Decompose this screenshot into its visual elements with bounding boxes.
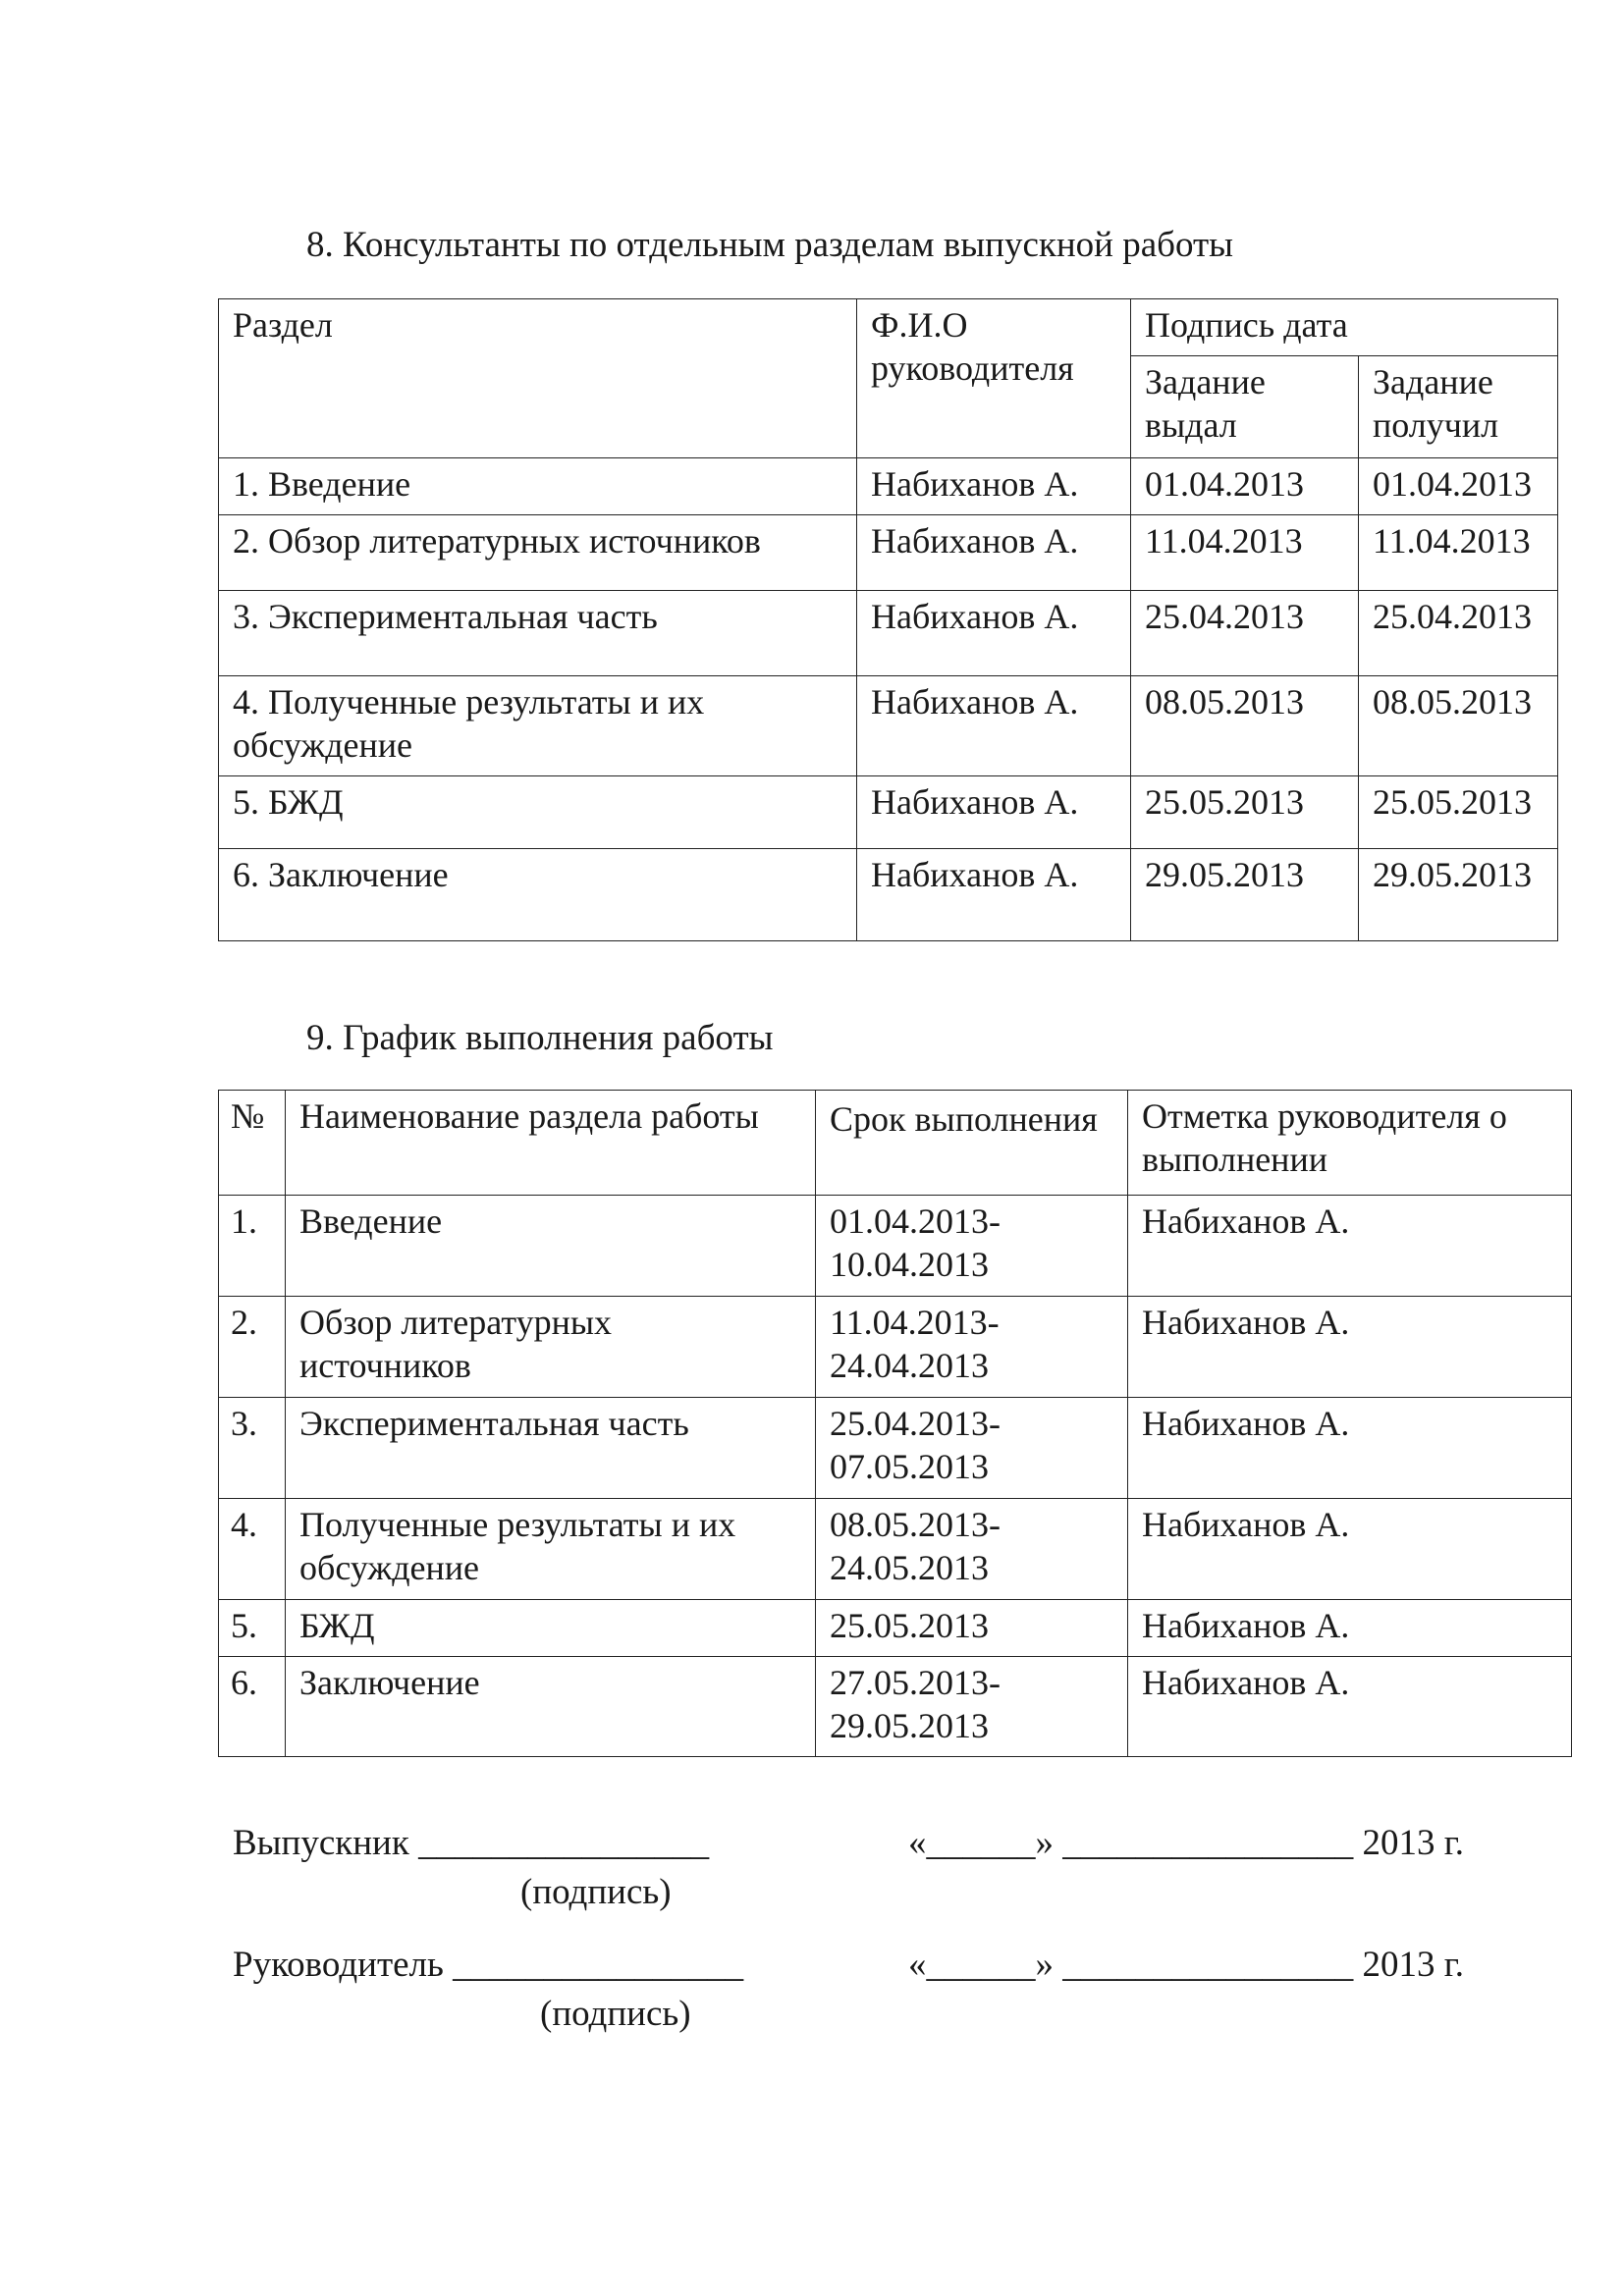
header-num: №: [219, 1091, 286, 1196]
supervisor-signature-caption: (подпись): [540, 1994, 691, 2034]
row-fio: Набиханов А.: [857, 849, 1131, 941]
row-fio: Набиханов А.: [857, 515, 1131, 591]
table-row: [219, 591, 1558, 676]
row-otmetka: Набиханов А.: [1128, 1196, 1572, 1297]
header-otmetka: Отметка руководителя о выполнении: [1128, 1091, 1572, 1196]
supervisor-date-line: «______» ________________ 2013 г.: [908, 1945, 1465, 1985]
header-razdel: Раздел: [219, 299, 857, 458]
row-name: Обзор литературных источников: [286, 1297, 816, 1398]
row-poluchil: 08.05.2013: [1359, 676, 1558, 776]
supervisor-signature-line: Руководитель ________________: [233, 1945, 744, 1985]
row-vydal: 01.04.2013: [1131, 458, 1359, 515]
row-razdel: 3. Экспериментальная часть: [219, 591, 857, 676]
table-row: [219, 1196, 1572, 1297]
table-row: [219, 1398, 1572, 1499]
table-row: [219, 849, 1558, 941]
table-row: [219, 1657, 1572, 1757]
header-podpis-data: Подпись дата: [1131, 299, 1558, 356]
row-srok: 11.04.2013-24.04.2013: [816, 1297, 1128, 1398]
row-poluchil: 11.04.2013: [1359, 515, 1558, 591]
row-srok: 27.05.2013-29.05.2013: [816, 1657, 1128, 1757]
schedule-table: [218, 1090, 1572, 1757]
row-srok: 25.04.2013-07.05.2013: [816, 1398, 1128, 1499]
section-8-title: 8. Консультанты по отдельным разделам выпускной работы: [306, 225, 1233, 265]
header-srok: Срок выполнения: [816, 1091, 1128, 1196]
row-srok: 01.04.2013-10.04.2013: [816, 1196, 1128, 1297]
row-razdel: 1. Введение: [219, 458, 857, 515]
table-row: [219, 676, 1558, 776]
row-razdel: 2. Обзор литературных источников: [219, 515, 857, 591]
row-num: 1.: [219, 1196, 286, 1297]
row-srok: 25.05.2013: [816, 1600, 1128, 1657]
row-poluchil: 29.05.2013: [1359, 849, 1558, 941]
row-srok: 08.05.2013-24.05.2013: [816, 1499, 1128, 1600]
row-poluchil: 25.05.2013: [1359, 776, 1558, 849]
header-zadanie-vydal: Задание выдал: [1131, 356, 1359, 458]
row-vydal: 29.05.2013: [1131, 849, 1359, 941]
header-name: Наименование раздела работы: [286, 1091, 816, 1196]
row-num: 5.: [219, 1600, 286, 1657]
row-name: Полученные результаты и их обсуждение: [286, 1499, 816, 1600]
table-row: [219, 1499, 1572, 1600]
row-fio: Набиханов А.: [857, 776, 1131, 849]
row-otmetka: Набиханов А.: [1128, 1657, 1572, 1757]
row-fio: Набиханов А.: [857, 458, 1131, 515]
section-9-title: 9. График выполнения работы: [306, 1018, 774, 1058]
table-row: [219, 776, 1558, 849]
row-poluchil: 25.04.2013: [1359, 591, 1558, 676]
row-poluchil: 01.04.2013: [1359, 458, 1558, 515]
row-otmetka: Набиханов А.: [1128, 1297, 1572, 1398]
row-name: Введение: [286, 1196, 816, 1297]
table-row: [219, 1297, 1572, 1398]
table-row: [219, 515, 1558, 591]
header-zadanie-poluchil: Задание получил: [1359, 356, 1558, 458]
row-name: БЖД: [286, 1600, 816, 1657]
row-vydal: 25.04.2013: [1131, 591, 1359, 676]
row-vydal: 11.04.2013: [1131, 515, 1359, 591]
row-num: 4.: [219, 1499, 286, 1600]
row-razdel: 4. Полученные результаты и их обсуждение: [219, 676, 857, 776]
row-otmetka: Набиханов А.: [1128, 1499, 1572, 1600]
row-name: Экспериментальная часть: [286, 1398, 816, 1499]
row-num: 3.: [219, 1398, 286, 1499]
row-num: 6.: [219, 1657, 286, 1757]
row-num: 2.: [219, 1297, 286, 1398]
row-fio: Набиханов А.: [857, 676, 1131, 776]
header-fio: Ф.И.О руководителя: [857, 299, 1131, 458]
row-fio: Набиханов А.: [857, 591, 1131, 676]
row-vydal: 25.05.2013: [1131, 776, 1359, 849]
graduate-date-line: «______» ________________ 2013 г.: [908, 1823, 1465, 1863]
table-row: [219, 458, 1558, 515]
row-otmetka: Набиханов А.: [1128, 1600, 1572, 1657]
row-razdel: 5. БЖД: [219, 776, 857, 849]
row-razdel: 6. Заключение: [219, 849, 857, 941]
table-row: [219, 1600, 1572, 1657]
row-name: Заключение: [286, 1657, 816, 1757]
row-otmetka: Набиханов А.: [1128, 1398, 1572, 1499]
graduate-signature-caption: (подпись): [520, 1872, 672, 1912]
consultants-table: [218, 298, 1558, 941]
row-vydal: 08.05.2013: [1131, 676, 1359, 776]
graduate-signature-line: Выпускник ________________: [233, 1823, 710, 1863]
